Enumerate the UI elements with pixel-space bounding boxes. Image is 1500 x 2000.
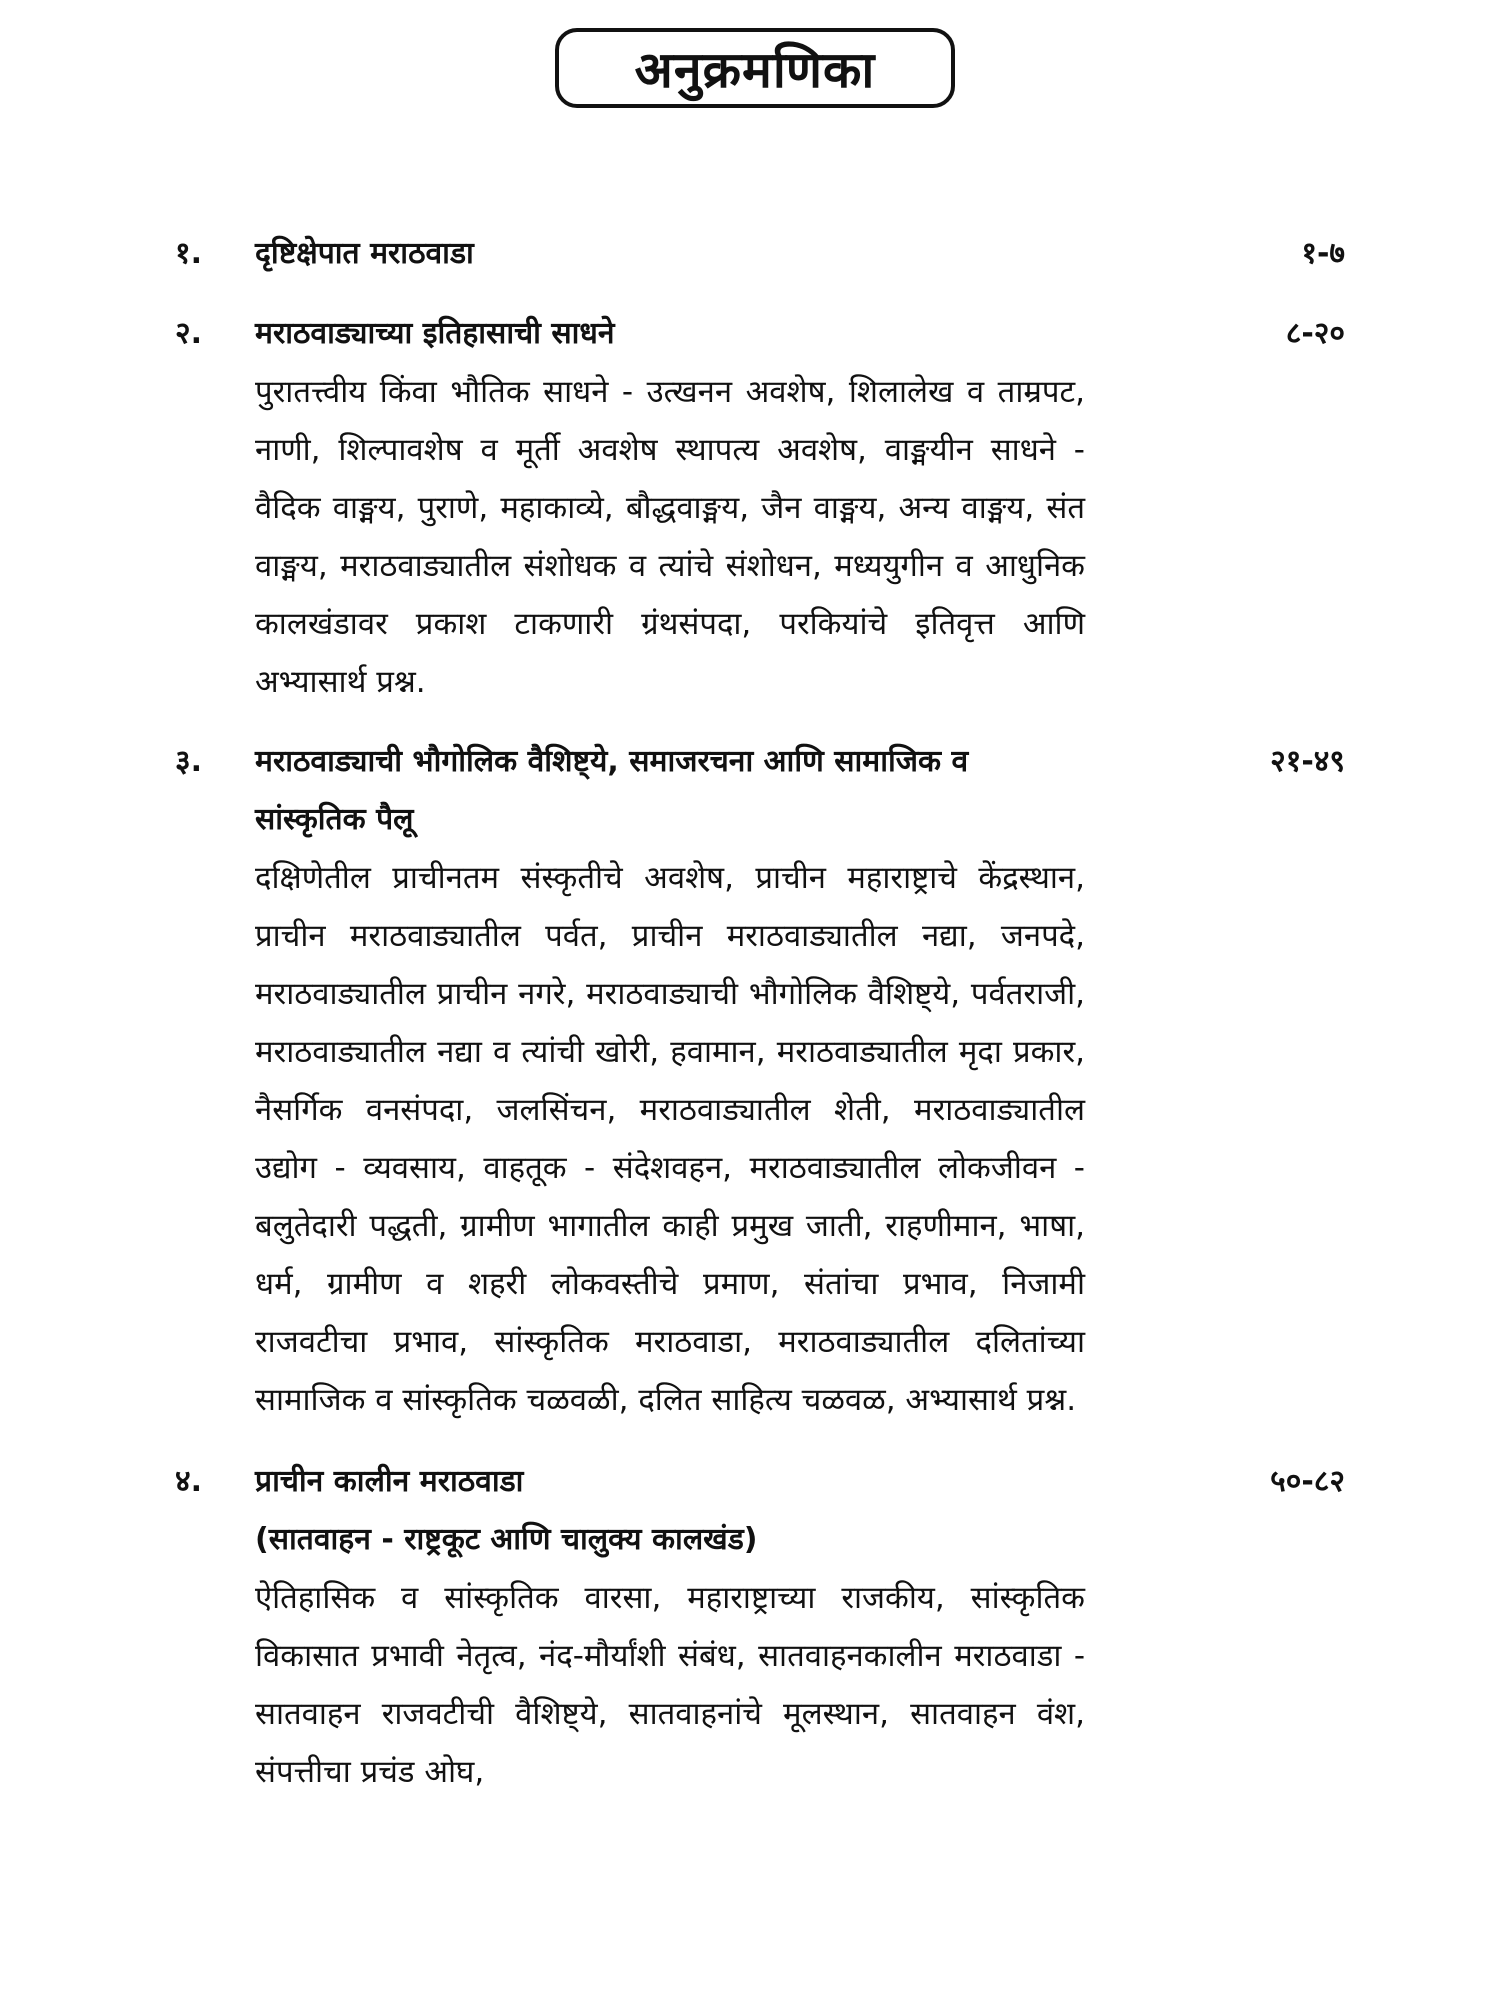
entry-description: दक्षिणेतील प्राचीनतम संस्कृतीचे अवशेष, प्राचीन महाराष्ट्राचे केंद्रस्थान, प्राचीन मराठवाड्यातील पर्वत, प्राचीन मराठवाड्यातील नद्या, जनपदे, मराठवाड्यातील प्राचीन नगरे, मराठवाड्याची भौगोलिक वैशिष्ट्ये, पर्वतराजी, मराठवाड्यातील नद्या व त्यांची खोरी, हवामान, मराठवाड्यातील मृदा प्रकार, नैसर्गिक वनसंपदा, जलसिंचन, मराठवाड्यातील शेती, मराठवाड्यातील उद्योग - व्यवसाय, वाहतूक - संदेशवहन, मराठवाड्यातील लोकजीवन - बलुतेदारी पद्धती, ग्रामीण भागातील काही प्रमुख जाती, राहणीमान, भाषा, धर्म, ग्रामीण व शहरी लोकवस्तीचे प्रमाण, संतांचा प्रभाव, निजामी राजवटीचा प्रभाव, सांस्कृतिक मराठवाडा, मराठवाड्यातील दलितांच्या सामाजिक व सांस्कृतिक चळवळी, दलित साहित्य चळवळ, अभ्यासार्थ प्रश्न. xyxy=(255,860,1085,1418)
entry-description: पुरातत्त्वीय किंवा भौतिक साधने - उत्खनन अवशेष, शिलालेख व ताम्रपट, नाणी, शिल्पावशेष व मूर्ती अवशेष स्थापत्य अवशेष, वाङ्मयीन साधने - वैदिक वाङ्मय, पुराणे, महाकाव्ये, बौद्धवाङ्मय, जैन वाङ्मय, अन्य वाङ्मय, संत वाङ्मय, मराठवाड्यातील संशोधक व त्यांचे संशोधन, मध्ययुगीन व आधुनिक कालखंडावर प्रकाश टाकणारी ग्रंथसंपदा, परकियांचे इतिवृत्त आणि अभ्यासार्थ प्रश्न. xyxy=(255,374,1085,700)
entry-number: १. xyxy=(175,236,202,271)
entry-title: प्राचीन कालीन मराठवाडा xyxy=(255,1464,524,1499)
entry-title: मराठवाड्याच्या इतिहासाची साधने xyxy=(255,316,615,351)
entry-description: ऐतिहासिक व सांस्कृतिक वारसा, महाराष्ट्राच्या राजकीय, सांस्कृतिक विकासात प्रभावी नेतृत्व, नंद-मौर्यांशी संबंध, सातवाहनकालीन मराठवाडा - सातवाहन राजवटीची वैशिष्ट्ये, सातवाहनांचे मूलस्थान, सातवाहन वंश, संपत्तीचा प्रचंड ओघ, xyxy=(255,1580,1085,1790)
page-title: अनुक्रमणिका xyxy=(634,41,876,99)
contents-heading-box xyxy=(555,28,955,108)
entry-page-range: ८-२० xyxy=(1285,316,1345,351)
toc-entry-2 xyxy=(175,305,1345,711)
toc-entry-4 xyxy=(175,1453,1345,1801)
entry-page-range: २१-४९ xyxy=(1270,744,1345,779)
entry-subtitle: (सातवाहन - राष्ट्रकूट आणि चालुक्य कालखंड) xyxy=(255,1522,758,1557)
entry-title: दृष्टिक्षेपात मराठवाडा xyxy=(255,236,474,271)
entry-page-range: १-७ xyxy=(1301,236,1345,271)
entry-page-range: ५०-८२ xyxy=(1270,1464,1345,1499)
entry-number: २. xyxy=(175,316,202,351)
table-of-contents xyxy=(175,225,1345,1801)
toc-entry-3 xyxy=(175,733,1345,1429)
entry-number: ३. xyxy=(175,744,202,779)
entry-number: ४. xyxy=(175,1464,202,1499)
toc-entry-1 xyxy=(175,225,1345,283)
entry-title: मराठवाड्याची भौगोलिक वैशिष्ट्ये, समाजरचना आणि सामाजिक व सांस्कृतिक पैलू xyxy=(255,744,969,837)
